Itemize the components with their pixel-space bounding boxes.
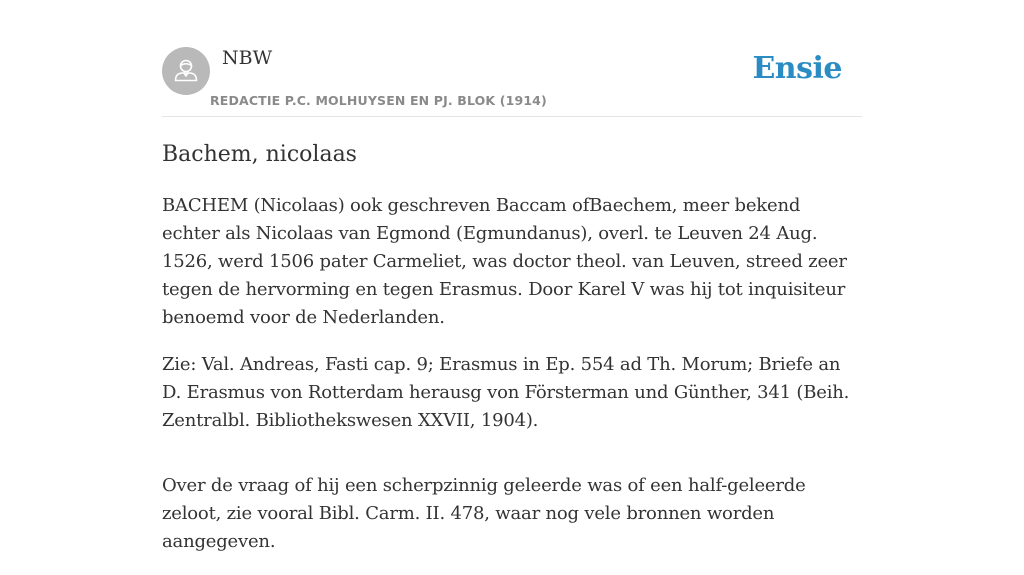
header (162, 0, 862, 117)
author-name[interactable]: NBW (222, 47, 273, 69)
article-body (162, 192, 862, 575)
ensie-logo[interactable]: Ensie (752, 51, 842, 86)
article-paragraph: Over de vraag of hij een scherpzinnig geleerde was of een half-geleerde zeloot, zie vooral Bibl. Carm. II. 478, waar nog vele bronnen worden aangegeven. (162, 475, 806, 552)
article-title: Bachem, nicolaas (162, 142, 357, 167)
user-avatar-icon[interactable] (162, 47, 210, 95)
article-paragraph: BACHEM (Nicolaas) ook geschreven Baccam ofBaechem, meer bekend echter als Nicolaas van Egmond (Egmundanus), overl. te Leuven 24 Aug. 1526, werd 1506 pater Carmeliet, was doctor theol. van Leuven, streed zeer tegen de hervorming en tegen Erasmus. Door Karel V was hij tot inquisiteur benoemd voor de Nederlanden. (162, 195, 847, 328)
source-subtitle: REDACTIE P.C. MOLHUYSEN EN PJ. BLOK (1914) (210, 93, 547, 108)
article-paragraph: Zie: Val. Andreas, Fasti cap. 9; Erasmus in Ep. 554 ad Th. Morum; Briefe an D. Erasmus von Rotterdam herausg von Försterman und Günther, 341 (Beih. Zentralbl. Bibliothekswesen XXVII, 1904). (162, 354, 850, 431)
